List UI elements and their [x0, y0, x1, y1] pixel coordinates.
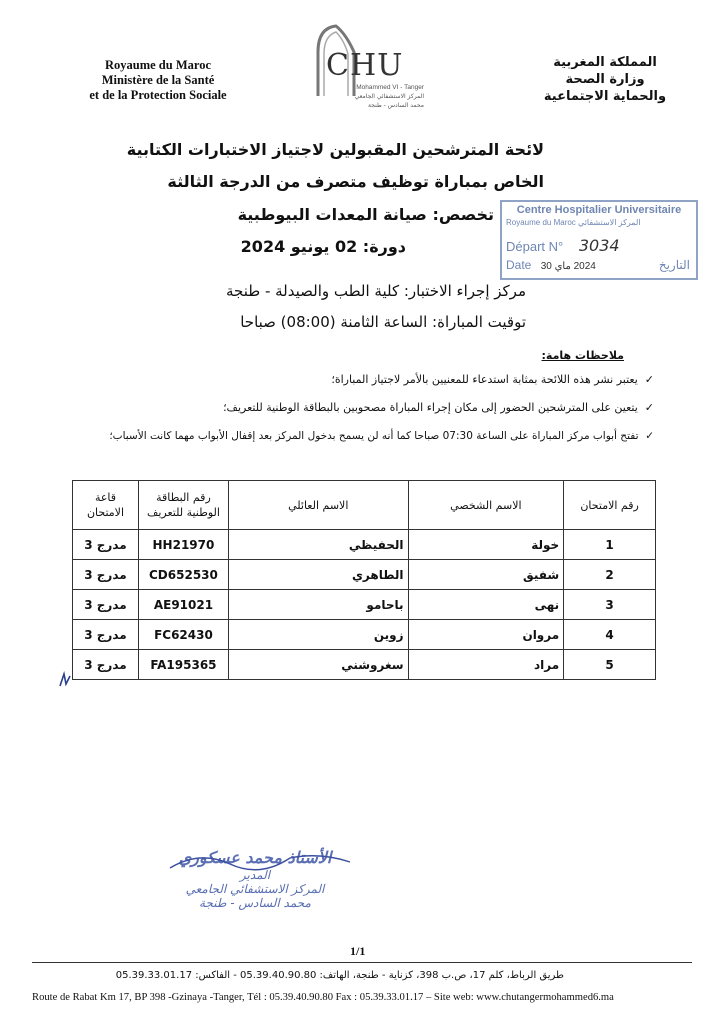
- page-number: 1/1: [350, 944, 366, 958]
- cell-exam-room: مدرج 3: [73, 530, 139, 560]
- cell-exam-room: مدرج 3: [73, 650, 139, 680]
- stamp-date-label: Date: [506, 258, 532, 272]
- signature-line-4: محمد السادس - طنجة: [199, 896, 311, 910]
- cell-id-card: AE91021: [138, 590, 228, 620]
- cell-last-name: زوين: [228, 620, 408, 650]
- header-exam-room: قاعة الامتحان: [73, 481, 139, 530]
- paraph-mark-icon: [56, 670, 74, 690]
- header-ar-line-2: وزارة الصحة: [565, 72, 645, 87]
- table-row: [73, 590, 656, 620]
- cell-id-card: FA195365: [138, 650, 228, 680]
- header-arabic: [535, 54, 675, 105]
- header-id-card: رقم البطاقة الوطنية للتعريف: [138, 481, 228, 530]
- check-icon: ✓: [644, 373, 654, 386]
- logo-main: CHU: [326, 48, 404, 83]
- cell-id-card: HH21970: [138, 530, 228, 560]
- header-fr-line-2: Ministère de la Santé: [101, 73, 215, 87]
- stamp-depart-value: 3034: [578, 236, 620, 255]
- cell-first-name: شفيق: [408, 560, 564, 590]
- cell-last-name: الحفيظي: [228, 530, 408, 560]
- cell-exam-room: مدرج 3: [73, 590, 139, 620]
- stamp-date-value: 2024 ماي 30: [540, 261, 596, 272]
- stamp-line-2: Royaume du Maroc المركز الاستشفائي: [506, 218, 641, 227]
- logo-ar-1: المركز الاستشفائي الجامعي: [354, 93, 424, 100]
- header-first-name: الاسم الشخصي: [408, 481, 564, 530]
- cell-last-name: الطاهري: [228, 560, 408, 590]
- reception-stamp: [500, 200, 698, 280]
- check-icon: ✓: [644, 401, 654, 414]
- logo-sub: Mohammed VI - Tanger: [356, 84, 424, 91]
- cell-exam-number: 5: [564, 650, 656, 680]
- title-line-2: الخاص بمباراة توظيف متصرف من الدرجة الثالثة: [167, 172, 544, 191]
- signature-line-1: الأستاذ محمد عسكوري: [178, 848, 332, 867]
- header-ar-line-3: والحماية الاجتماعية: [543, 89, 667, 104]
- footer-arabic: طريق الرباط، كلم 17، ص.ب 398، كزناية - طنجة، الهاتف: 05.39.40.90.80 - الفاكس: 05.39.33.01.17: [115, 970, 564, 981]
- notes-heading: ملاحظات هامة:: [541, 349, 624, 362]
- cell-first-name: نهى: [408, 590, 564, 620]
- note-text-2: يتعين على المترشحين الحضور إلى مكان إجراء المباراة مصحوبين بالبطاقة الوطنية للتعريف؛: [223, 401, 638, 414]
- table-header-row: [73, 481, 656, 530]
- cell-first-name: خولة: [408, 530, 564, 560]
- cell-last-name: باحامو: [228, 590, 408, 620]
- title-line-5: مركز إجراء الاختبار: كلية الطب والصيدلة - طنجة: [225, 282, 526, 300]
- signature-line-3: المركز الاستشفائي الجامعي: [185, 882, 325, 896]
- cell-id-card: FC62430: [138, 620, 228, 650]
- cell-first-name: مروان: [408, 620, 564, 650]
- cell-exam-number: 4: [564, 620, 656, 650]
- cell-exam-room: مدرج 3: [73, 560, 139, 590]
- chu-logo: [312, 22, 424, 100]
- cell-exam-number: 3: [564, 590, 656, 620]
- cell-id-card: CD652530: [138, 560, 228, 590]
- title-line-4: دورة: 02 يونيو 2024: [240, 237, 406, 256]
- header-last-name: الاسم العائلي: [228, 481, 408, 530]
- stamp-ar-date: التاريخ: [658, 258, 690, 272]
- stamp-line-1: Centre Hospitalier Universitaire: [516, 204, 682, 216]
- footer-divider: [32, 962, 692, 963]
- cell-last-name: سغروشني: [228, 650, 408, 680]
- signature-scribble-icon: [160, 846, 360, 876]
- table-row: [73, 620, 656, 650]
- title-line-6: توقيت المباراة: الساعة الثامنة (08:00) صباحا: [240, 313, 526, 331]
- cell-exam-room: مدرج 3: [73, 620, 139, 650]
- header-fr-line-1: Royaume du Maroc: [104, 58, 211, 72]
- header-french: [58, 58, 258, 103]
- title-line-3: تخصص: صيانة المعدات البيوطبية: [237, 205, 494, 224]
- note-text-3: تفتح أبواب مركز المباراة على الساعة 07:30 صباحا كما أنه لن يسمح بدخول المركز بعد إقفال الأبواب مهما كانت الأسباب؛: [109, 430, 639, 442]
- note-item-3: [109, 430, 654, 442]
- header-exam-number: رقم الامتحان: [564, 481, 656, 530]
- note-item-1: [331, 373, 654, 386]
- candidates-table: [72, 480, 656, 680]
- header-fr-line-3: et de la Protection Sociale: [89, 88, 227, 102]
- table-row: [73, 530, 656, 560]
- note-text-1: يعتبر نشر هذه اللائحة بمثابة استدعاء للمعنيين بالأمر لاجتياز المباراة؛: [331, 373, 638, 386]
- table-row: [73, 650, 656, 680]
- signature-line-2: المدير: [239, 868, 271, 882]
- stamp-depart-label: Départ N°: [506, 239, 564, 254]
- note-item-2: [223, 401, 654, 414]
- cell-first-name: مراد: [408, 650, 564, 680]
- title-line-1: لائحة المترشحين المقبولين لاجتياز الاختبارات الكتابية: [126, 140, 544, 159]
- footer-french: Route de Rabat Km 17, BP 398 -Gzinaya -Tanger, Tél : 05.39.40.90.80 Fax : 05.39.33.01.17 – Site web: www.chutangermohammed6.ma: [32, 992, 614, 1003]
- check-icon: ✓: [645, 430, 654, 442]
- cell-exam-number: 1: [564, 530, 656, 560]
- table-row: [73, 560, 656, 590]
- cell-exam-number: 2: [564, 560, 656, 590]
- header-ar-line-1: المملكة المغربية: [553, 55, 657, 70]
- logo-ar-2: محمد السادس - طنجة: [368, 102, 424, 109]
